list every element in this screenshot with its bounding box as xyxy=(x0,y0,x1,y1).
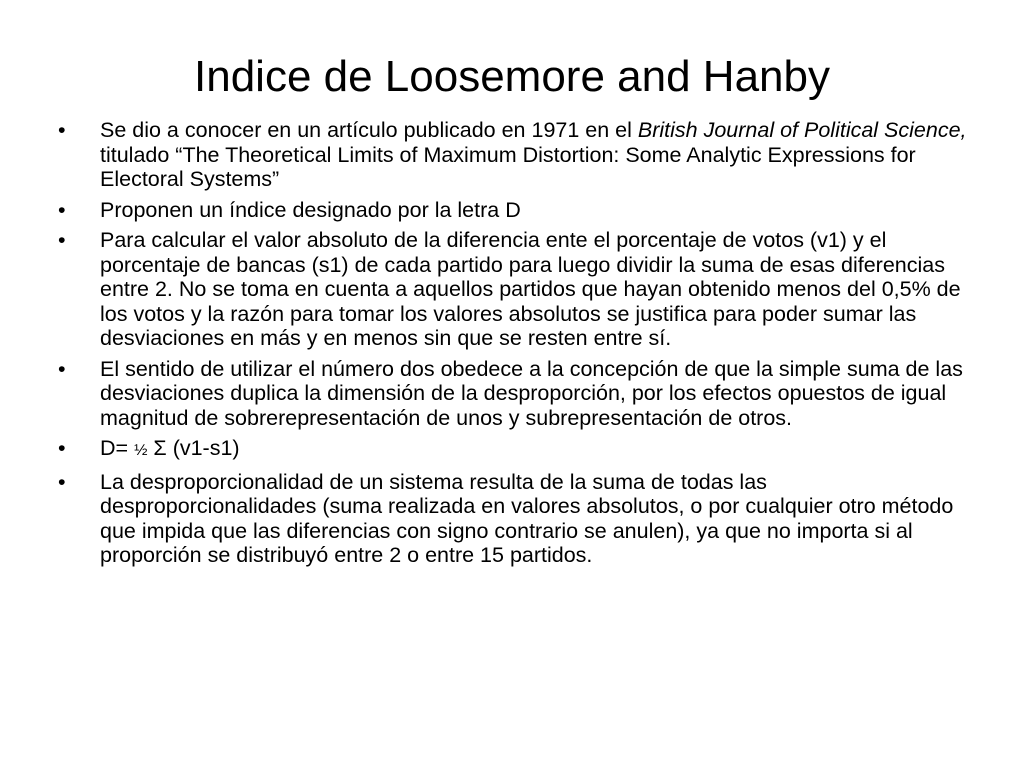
bullet-text: Proponen un índice designado por la letra D xyxy=(100,197,521,222)
formula-rhs: (v1-s1) xyxy=(172,436,240,460)
bullet-text: Para calcular el valor absoluto de la diferencia ente el porcentaje de votos (v1) y el porcentaje de bancas (s1) de cada partido para luego dividir la suma de esas diferencias entre 2. No se toma en cuenta a aquellos partidos que hayan obtenido menos del 0,5% de los votos y la razón para tomar los valores absolutos se justifica para poder sumar las desviaciones en más y en menos sin que se resten entre sí. xyxy=(100,228,961,350)
bullet-icon: • xyxy=(58,469,66,494)
bullet-icon: • xyxy=(58,118,66,142)
bullet-icon: • xyxy=(58,436,66,460)
journal-name: British Journal of Political Science, xyxy=(637,118,967,142)
bullet-text xyxy=(100,118,967,191)
formula-half: ½ xyxy=(134,442,148,459)
slide-title: Indice de Loosemore and Hanby xyxy=(194,52,830,101)
formula-item xyxy=(58,436,973,464)
list-item xyxy=(58,470,973,568)
bullet-text-part: Se dio a conocer en un artículo publicado en 1971 en el xyxy=(100,118,638,142)
list-item xyxy=(58,198,973,223)
list-item xyxy=(58,118,973,192)
bullet-text: La desproporcionalidad de un sistema resulta de la suma de todas las desproporcionalidades (suma realizada en valores absolutos, o por cualquier otro método que impida que las diferencias con signo contrario se anulen), ya que no importa si al proporción se distribuyó entre 2 o entre 15 partidos. xyxy=(100,469,954,567)
formula-text xyxy=(100,436,240,460)
list-item xyxy=(58,228,973,351)
formula-lhs: D= xyxy=(100,436,129,460)
bullet-text-part: titulado “The Theoretical Limits of Maximum Distortion: Some Analytic Expressions for Electoral Systems” xyxy=(100,142,916,191)
bullet-icon: • xyxy=(58,228,66,252)
bullet-list xyxy=(58,118,973,574)
bullet-icon: • xyxy=(58,356,66,381)
bullet-icon: • xyxy=(58,197,66,222)
list-item xyxy=(58,357,973,431)
bullet-text: El sentido de utilizar el número dos obedece a la concepción de que la simple suma de las desviaciones duplica la dimensión de la desproporción, por los efectos opuestos de igual magnitud de sobrerepresentación de unos y subrepresentación de otros. xyxy=(100,356,963,430)
formula-sigma: Σ xyxy=(153,436,167,460)
